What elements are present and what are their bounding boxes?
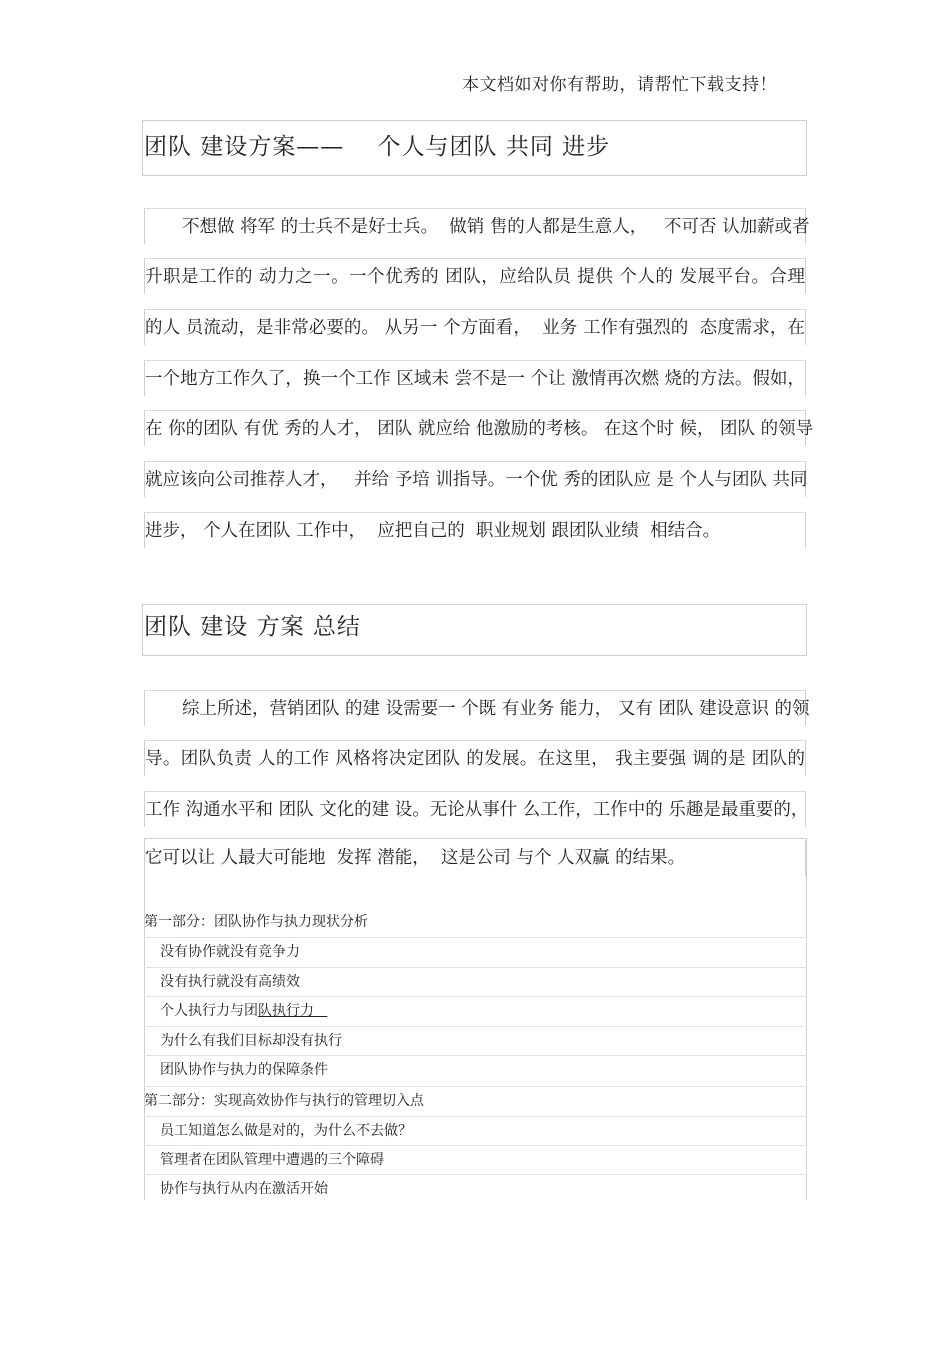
section1-line: 就应该向公司推荐人才， 并给 予培 训指导。一个优 秀的团队应 是 个人与团队 共同 <box>144 461 806 497</box>
outline-item: 员工知道怎么做是对的，为什么不去做？ <box>144 1116 807 1145</box>
section1-line: 进步， 个人在团队 工作中， 应把自己的 职业规划 跟团队业绩 相结合。 <box>144 512 806 548</box>
section1-line: 在 你的团队 有优 秀的人才， 团队 就应给 他激励的考核。 在这个时 候， 团队 的领导 <box>144 410 806 446</box>
outline-part-heading: 第二部分：实现高效协作与执行的管理切入点 <box>144 1086 807 1115</box>
outline-item: 没有协作就没有竞争力 <box>144 937 807 966</box>
section2-line: 导。团队负责 人的工作 风格将决定团队 的发展。在这里， 我主要强 调的是 团队的 <box>144 740 806 776</box>
section2-line: 它可以让 人最大可能地 发挥 潜能， 这是公司 与个 人双赢 的结果。 <box>144 840 806 876</box>
outline-item: 为什么有我们目标却没有执行 <box>144 1026 807 1055</box>
outline-item: 没有执行就没有高绩效 <box>144 967 807 996</box>
outline-item: 管理者在团队管理中遭遇的三个障碍 <box>144 1145 807 1174</box>
section1-line: 一个地方工作久了，换一个工作 区域未 尝不是一 个让 激情再次燃 烧的方法。假如， <box>144 360 806 396</box>
outline-item: 协作与执行从内在激活开始 <box>144 1174 807 1203</box>
outline-item: 团队协作与执力的保障条件 <box>144 1055 807 1084</box>
section1-line: 的人 员流动，是非常必要的。 从另一 个方面看， 业务 工作有强烈的 态度需求，在 <box>144 309 806 345</box>
outline-item: 个人执行力与团队执行力 <box>144 996 807 1025</box>
section1-line: 不想做 将军 的士兵不是好士兵。 做销 售的人都是生意人， 不可否 认加薪或者 <box>144 208 806 244</box>
section2-line: 工作 沟通水平和 团队 文化的建 设。无论从事什 么工作，工作中的 乐趣是最重要的， <box>144 791 806 827</box>
outline-part-heading: 第一部分：团队协作与执力现状分析 <box>144 914 368 930</box>
header-note: 本文档如对你有帮助，请帮忙下载支持！ <box>462 75 777 95</box>
section1-line: 升职是工作的 动力之一。一个优秀的 团队，应给队员 提供 个人的 发展平台。合理 <box>144 258 806 294</box>
section1-title: 团队 建设方案—— 个人与团队 共同 进步 <box>144 134 611 160</box>
section2-line: 综上所述，营销团队 的建 设需要一 个既 有业务 能力， 又有 团队 建设意识 的领 <box>144 690 806 726</box>
section2-title: 团队 建设 方案 总结 <box>144 614 361 640</box>
